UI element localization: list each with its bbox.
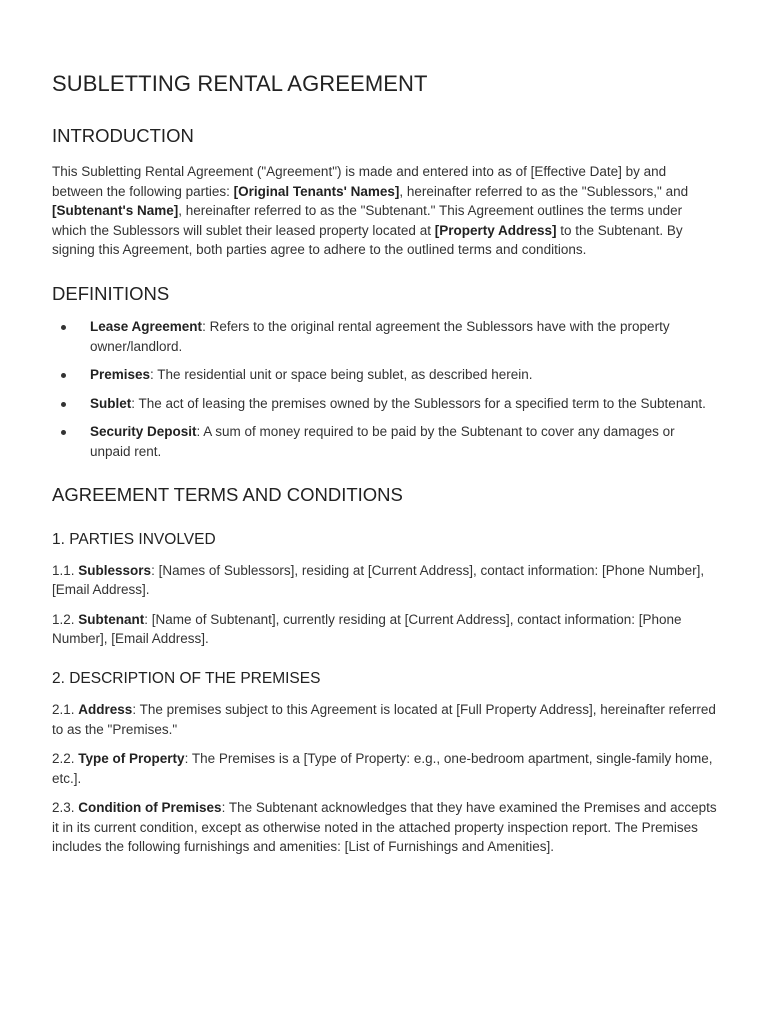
introduction-paragraph: This Subletting Rental Agreement ("Agreement") is made and entered into as of [Effective Date] by and between the following parties: [Original Tenants' Names], hereinafter referred to as the "Sublessors," and [Subtenant's Name], hereinafter referred to as the "Subtenant." This Agreement outlines the terms under which the Sublessors will sublet their leased property located at [Property Address] to the Subtenant. By signing this Agreement, both parties agree to adhere to the outlined terms and conditions. <box>52 164 689 258</box>
definitions-list <box>52 317 718 462</box>
bullet-icon <box>61 373 66 378</box>
clause-1-2: 1.2. Subtenant: [Name of Subtenant], currently residing at [Current Address], contact information: [Phone Number], [Email Address]. <box>52 611 682 647</box>
definition-item: Lease Agreement: Refers to the original rental agreement the Sublessors have with the property owner/landlord. <box>52 317 718 356</box>
clause-2-3: 2.3. Condition of Premises: The Subtenant acknowledges that they have examined the Premises and accepts it in its current condition, except as otherwise noted in the attached property inspection report. The Premises includes the following furnishings and amenities: [List of Furnishings and Amenities]. <box>52 800 717 855</box>
clause-1-1: 1.1. Sublessors: [Names of Sublessors], residing at [Current Address], contact information: [Phone Number], [Email Address]. <box>52 562 705 598</box>
parties-heading: 1. PARTIES INVOLVED <box>52 530 216 548</box>
bullet-icon <box>61 430 66 435</box>
clause-2-2: 2.2. Type of Property: The Premises is a [Type of Property: e.g., one-bedroom apartment, single-family home, etc.]. <box>52 751 713 786</box>
bullet-icon <box>61 325 66 330</box>
terms-heading: AGREEMENT TERMS AND CONDITIONS <box>52 483 403 505</box>
property-address-placeholder: [Property Address] <box>434 222 557 238</box>
clause-2-1: 2.1. Address: The premises subject to this Agreement is located at [Full Property Address], hereinafter referred to as the "Premises." <box>52 701 716 737</box>
bullet-icon <box>61 402 66 407</box>
introduction-heading: INTRODUCTION <box>52 125 194 146</box>
subtenant-name-placeholder: [Subtenant's Name] <box>52 203 179 219</box>
definition-item: Sublet: The act of leasing the premises owned by the Sublessors for a specified term to the Subtenant. <box>52 394 718 414</box>
definitions-heading: DEFINITIONS <box>52 282 170 304</box>
document-title: SUBLETTING RENTAL AGREEMENT <box>52 71 428 96</box>
definition-item: Security Deposit: A sum of money required to be paid by the Subtenant to cover any damages or unpaid rent. <box>52 422 718 461</box>
definition-item: Premises: The residential unit or space being sublet, as described herein. <box>52 365 718 385</box>
premises-heading: 2. DESCRIPTION OF THE PREMISES <box>52 669 321 687</box>
original-tenants-placeholder: [Original Tenants' Names] <box>233 183 400 199</box>
